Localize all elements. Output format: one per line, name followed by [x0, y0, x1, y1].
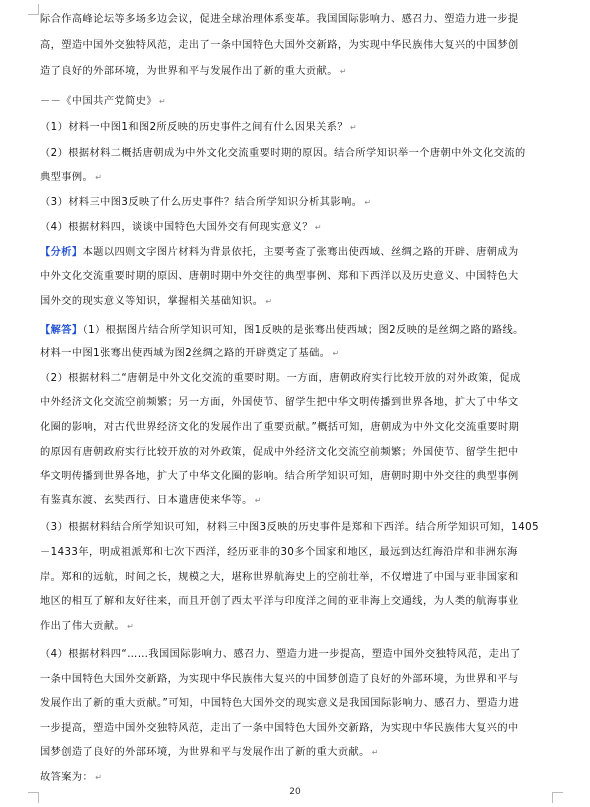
question-3: （3）材料三中图3反映了什么历史事件？结合所学知识分析其影响。 ↵ — [40, 197, 372, 208]
question-2-cont: 典型事例。 ↵ — [40, 172, 103, 183]
analysis-line: 国外交的现实意义等知识，掌握相关基础知识。 ↵ — [40, 296, 273, 307]
answer-line: 地区的相互了解和友好往来，而且开创了西太平洋与印度洋之间的亚非海上交通线，为人类的航海事业 — [40, 596, 519, 607]
answer-line: （4）根据材料四“……我国国际影响力、感召力、塑造力进一步提高，塑造中国外交独特风范，走出了 — [40, 649, 521, 660]
answer-line: 华文明传播到世界各地，扩大了中华文化圈的影响。结合所学知识可知，唐朝时期中外交往的典型事例 — [40, 471, 519, 482]
analysis-line: 【分析】本题以四则文字图片材料为背景依托，主要考查了张骞出使西域、丝绸之路的开辟、唐朝成为 — [40, 247, 519, 258]
answer-line: 作出了伟大贡献。 ↵ — [40, 621, 135, 632]
answer-line: 岸。郑和的远航，时间之长，规模之大，堪称世界航海史上的空前壮举，不仅增进了中国与亚非国家和 — [40, 572, 519, 583]
answer-line: 一条中国特色大国外交新路，为实现中华民族伟大复兴的中国梦创造了良好的外部环境，为世界和平与 — [40, 674, 519, 685]
answer-conclusion: 故答案为： ↵ — [40, 772, 103, 783]
answer-line: 一步提高，塑造中国外交独特风范，走出了一条中国特色大国外交新路，为实现中华民族伟大复兴的中 — [40, 723, 519, 734]
answer-line: （2）根据材料二“唐朝是中外文化交流的重要时期。一方面，唐朝政府实行比较开放的对外政策，促成 — [40, 373, 521, 384]
paragraph-line: 高，塑造中国外交独特风范，走出了一条中国特色大国外交新路，为实现中华民族伟大复兴的中国梦创 — [40, 40, 519, 51]
answer-line: 国梦创造了良好的外部环境，为世界和平与发展作出了新的重大贡献。 ↵ — [40, 747, 379, 758]
question-2: （2）根据材料二概括唐朝成为中外文化交流重要时期的原因。结合所学知识举一个唐朝中外文化交流的 — [40, 148, 526, 159]
paragraph-line: 造了良好的外部环境，为世界和平与发展作出了新的重大贡献。 ↵ — [40, 66, 348, 77]
answer-tag: 【解答】 — [40, 325, 83, 336]
answer-line: 中外经济文化交流空前频繁；另一方面，外国使节、留学生把中华文明传播到世界各地，扩大了中华文 — [40, 397, 519, 408]
analysis-line: 中外文化交流重要时期的原因、唐朝时期中外交往的典型事例、郑和下西洋以及历史意义、中国特色大 — [40, 271, 519, 282]
paragraph-line: 际合作高峰论坛等多场多边会议，促进全球治理体系变革。我国国际影响力、感召力、塑造力进一步提 — [40, 14, 519, 25]
analysis-tag: 【分析】 — [40, 247, 83, 258]
answer-line: 发展作出了新的重大贡献。”可知，中国特色大国外交的现实意义是我国国际影响力、感召力、塑造力进 — [40, 698, 520, 709]
answer-line: －1433年，明成祖派郑和七次下西洋，经历亚非的30多个国家和地区，最远到达红海沿岸和非洲东海 — [40, 547, 518, 558]
answer-line: （3）根据材料结合所学知识可知，材料三中图3反映的历史事件是郑和下西洋。结合所学知识可知，1405 — [40, 522, 539, 533]
answer-line: 化圈的影响，对古代世界经济文化的发展作出了重要贡献。”概括可知，唐朝成为中外文化交流重要时期 — [40, 422, 520, 433]
page-number: 20 — [289, 787, 301, 797]
question-4: （4）根据材料四，谈谈中国特色大国外交有何现实意义？ ↵ — [40, 222, 323, 233]
answer-line: 有鉴真东渡、玄奘西行、日本遣唐使来华等。 ↵ — [40, 495, 262, 506]
answer-line: 的原因有唐朝政府实行比较开放的对外政策，促成中外经济文化交流空前频繁；外国使节、留学生把中 — [40, 447, 519, 458]
question-1: （1）材料一中图1和图2所反映的历史事件之间有什么因果关系？ ↵ — [40, 122, 358, 133]
source-citation: －－《中国共产党简史》 ↵ — [40, 96, 167, 107]
corner-mark-top-left — [28, 4, 39, 15]
answer-line: 【解答】（1）根据图片结合所学知识可知，图1反映的是张骞出使西域；图2反映的是丝绸之路的路线。 — [40, 325, 524, 336]
answer-line: 材料一中图1张骞出使西域为图2丝绸之路的开辟奠定了基础。 ↵ — [40, 348, 340, 359]
